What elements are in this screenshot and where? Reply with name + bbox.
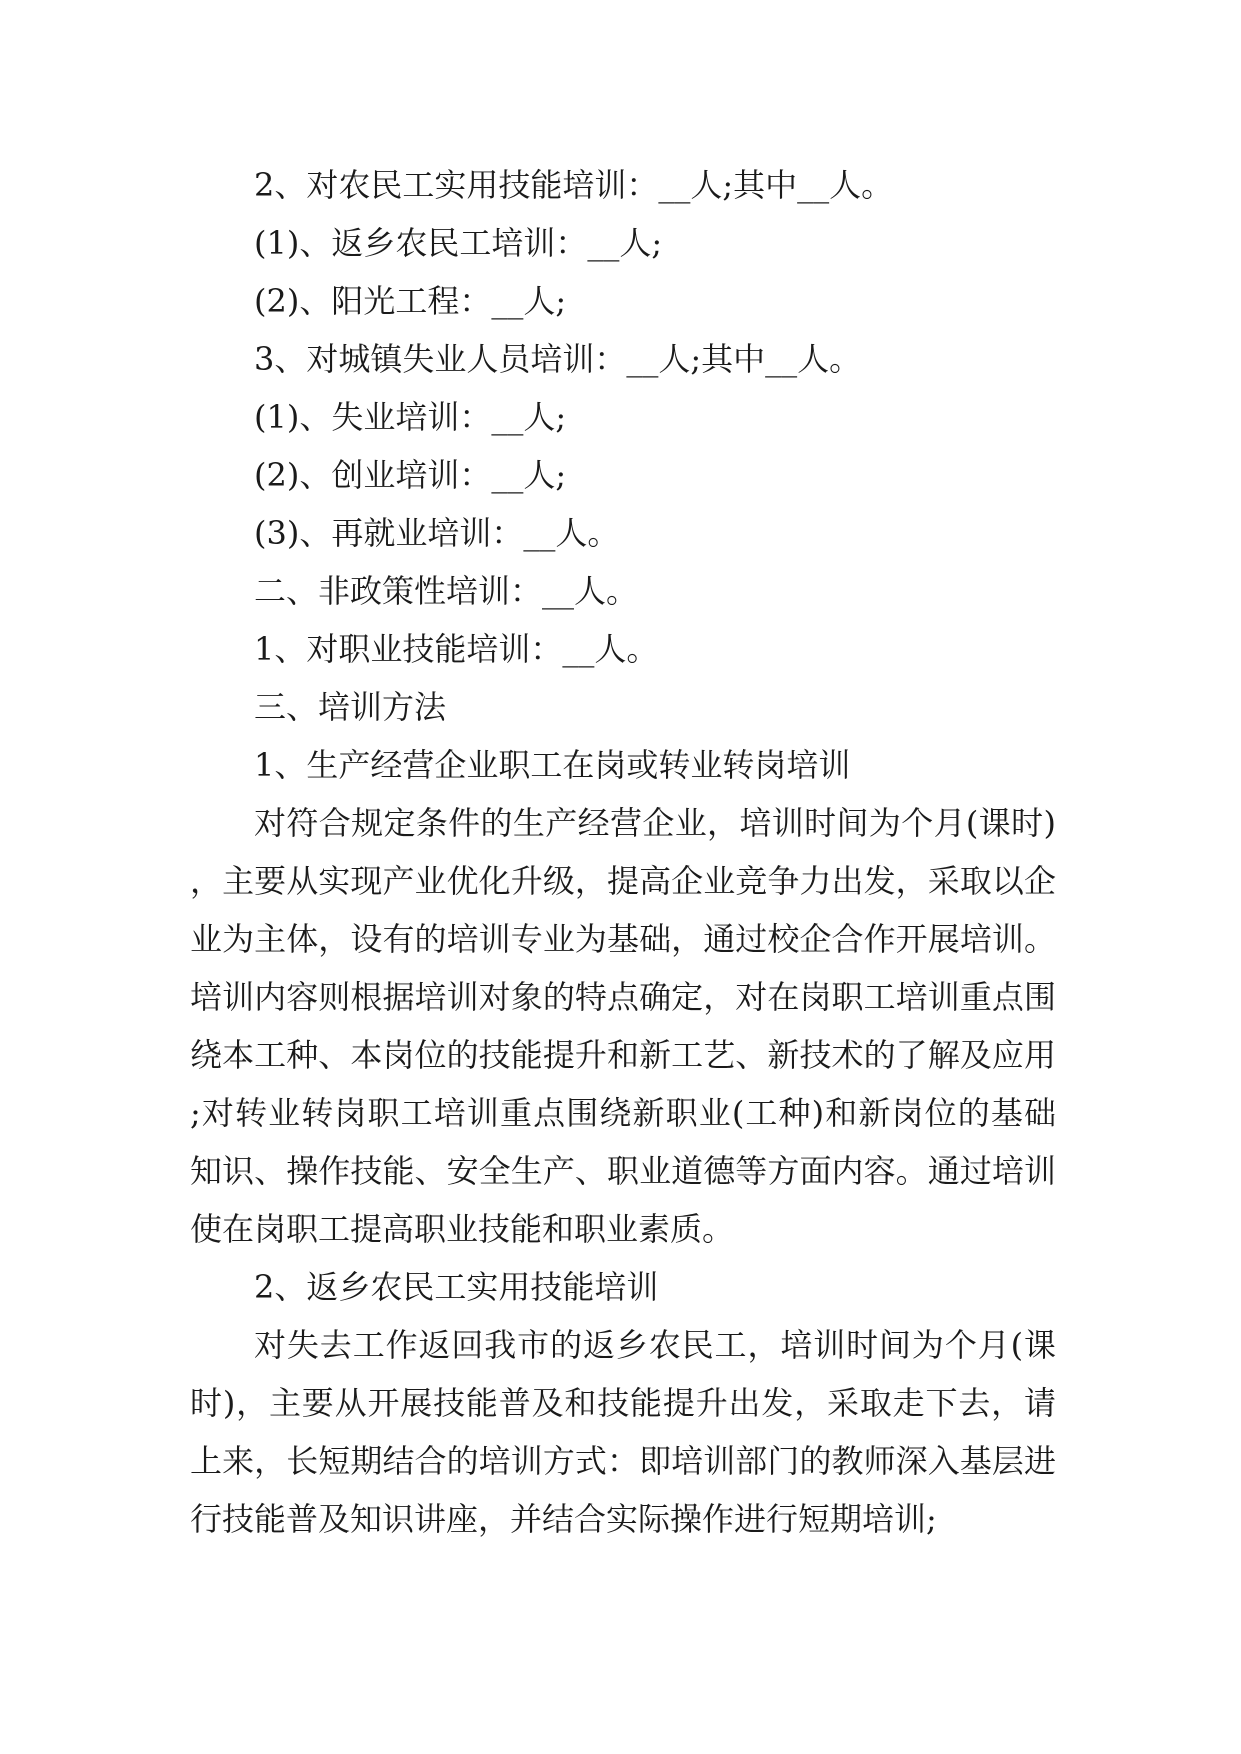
item-urban-unemployed-training: 3、对城镇失业人员培训：__人;其中__人。 (254, 340, 862, 378)
item-returning-farmer-training: (1)、返乡农民工培训：__人; (254, 224, 663, 262)
section-training-methods: 三、培训方法 (254, 688, 447, 726)
paragraph-enterprise-training: 对符合规定条件的生产经营企业，培训时间为个月(课时)，主要从实现产业优化升级，提高企业竞争力出发，采取以企业为主体，设有的培训专业为基础，通过校企合作开展培训。培训内容则根据培训对象的特点确定，对在岗职工培训重点围绕本工种、本岗位的技能提升和新工艺、新技术的了解及应用;对转业转岗职工培训重点围绕新职业(工种)和新岗位的基础知识、操作技能、安全生产、职业道德等方面内容。通过培训使在岗职工提高职业技能和职业素质。 (190, 804, 1056, 1248)
section-non-policy-training: 二、非政策性培训：__人。 (254, 572, 639, 610)
item-entrepreneurship-training: (2)、创业培训：__人; (254, 456, 567, 494)
paragraph-returning-farmer-training: 对失去工作返回我市的返乡农民工，培训时间为个月(课时)，主要从开展技能普及和技能提升出发，采取走下去，请上来，长短期结合的培训方式：即培训部门的教师深入基层进行技能普及知识讲座，并结合实际操作进行短期培训; (190, 1326, 1056, 1538)
heading-returning-farmer-training: 2、返乡农民工实用技能培训 (254, 1268, 659, 1306)
heading-enterprise-staff-training: 1、生产经营企业职工在岗或转业转岗培训 (254, 746, 851, 784)
item-vocational-skill-training: 1、对职业技能培训：__人。 (254, 630, 659, 668)
item-unemployment-training: (1)、失业培训：__人; (254, 398, 567, 436)
item-farmer-skill-training: 2、对农民工实用技能培训：__人;其中__人。 (254, 166, 894, 204)
item-reemployment-training: (3)、再就业培训：__人。 (254, 514, 620, 552)
item-sunshine-project: (2)、阳光工程：__人; (254, 282, 567, 320)
document-body (190, 156, 1056, 1548)
